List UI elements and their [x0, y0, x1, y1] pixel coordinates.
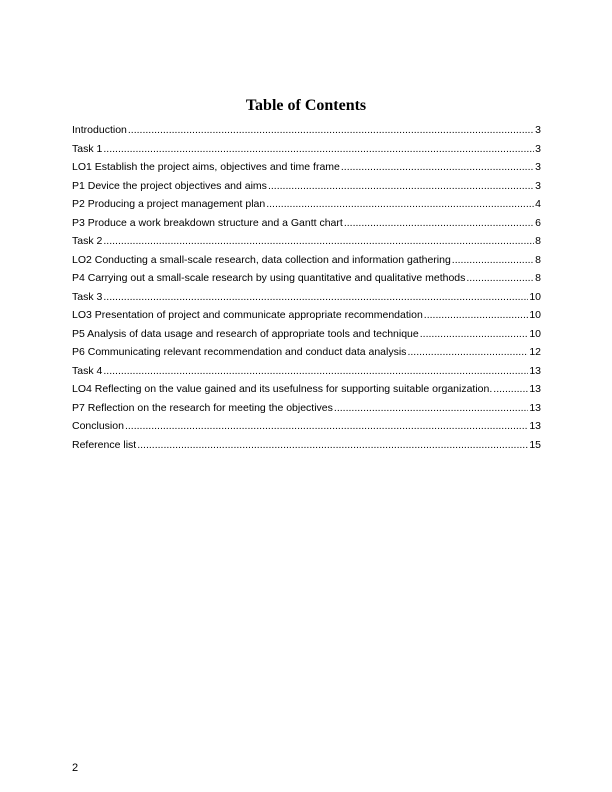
toc-title: Table of Contents — [245, 97, 367, 114]
toc-dot-leader — [103, 140, 534, 159]
toc-entry-page: 12 — [529, 346, 541, 358]
toc-entry[interactable] — [72, 232, 541, 251]
toc-entry-label: Task 1 — [72, 142, 103, 155]
toc-entry[interactable] — [72, 140, 541, 159]
toc-dot-leader — [452, 251, 534, 270]
toc-entry-page: 6 — [535, 216, 541, 229]
toc-entry-label: Conclusion — [72, 420, 124, 432]
toc-dot-leader — [407, 343, 528, 362]
toc-entry[interactable] — [72, 380, 541, 399]
toc-dot-leader — [103, 288, 528, 307]
toc-dot-leader — [268, 177, 534, 196]
toc-entry[interactable] — [72, 436, 541, 455]
toc-entry-label: Task 2 — [72, 235, 103, 247]
toc-entry-page: 8 — [535, 235, 541, 247]
toc-dot-leader — [334, 399, 528, 418]
toc-entry-page: 10 — [529, 327, 541, 340]
toc-entry-label: LO2 Conducting a small-scale research, data collection and information gathering — [72, 253, 451, 266]
toc-entry-label: P7 Reflection on the research for meeting the objectives — [72, 401, 333, 414]
toc-entry[interactable] — [72, 343, 541, 362]
toc-entry-label: Task 4 — [72, 364, 103, 377]
toc-entry-page: 3 — [535, 142, 541, 155]
toc-dot-leader — [420, 325, 529, 344]
toc-entry[interactable] — [72, 269, 541, 288]
toc-entry[interactable] — [72, 177, 541, 196]
toc-dot-leader — [103, 232, 534, 251]
toc-dot-leader — [125, 417, 528, 436]
toc-entry-label: LO1 Establish the project aims, objectives and time frame — [72, 161, 340, 173]
toc-entry-label: Task 3 — [72, 290, 103, 303]
toc-entry[interactable] — [72, 288, 541, 307]
toc-entry-label: P3 Produce a work breakdown structure and a Gantt chart — [72, 216, 343, 229]
toc-entry[interactable] — [72, 251, 541, 270]
toc-dot-leader — [103, 362, 528, 381]
page-number: 2 — [72, 762, 79, 774]
toc-entry-page: 13 — [529, 401, 541, 414]
toc-dot-leader — [466, 269, 534, 288]
toc-entry-page: 10 — [529, 290, 541, 303]
toc-dot-leader — [266, 195, 534, 214]
toc-dot-leader — [341, 158, 534, 177]
toc-dot-leader — [128, 121, 534, 140]
toc-entry-label: P4 Carrying out a small-scale research by using quantitative and qualitative methods — [72, 272, 466, 284]
toc-entry-page: 3 — [535, 161, 541, 173]
toc-entry[interactable] — [72, 325, 541, 344]
toc-entry-page: 8 — [535, 272, 541, 284]
toc-list — [72, 121, 541, 454]
toc-entry-page: 13 — [529, 364, 541, 377]
toc-dot-leader — [493, 380, 528, 399]
toc-entry[interactable] — [72, 195, 541, 214]
toc-entry-page: 3 — [535, 179, 541, 192]
toc-entry-page: 8 — [535, 253, 541, 266]
toc-entry-label: P6 Communicating relevant recommendation and conduct data analysis — [72, 346, 407, 358]
toc-entry-label: Reference list — [72, 438, 137, 451]
toc-dot-leader — [137, 436, 528, 455]
toc-entry[interactable] — [72, 399, 541, 418]
toc-entry-page: 13 — [529, 383, 541, 395]
toc-entry-page: 15 — [529, 438, 541, 451]
toc-entry-page: 13 — [529, 420, 541, 432]
toc-dot-leader — [424, 306, 529, 325]
toc-entry[interactable] — [72, 121, 541, 140]
toc-entry-label: P5 Analysis of data usage and research of appropriate tools and technique — [72, 327, 419, 340]
toc-entry[interactable] — [72, 417, 541, 436]
toc-dot-leader — [344, 214, 534, 233]
toc-entry[interactable] — [72, 158, 541, 177]
toc-entry-label: P1 Device the project objectives and aims — [72, 179, 267, 192]
toc-entry-page: 3 — [535, 124, 541, 136]
toc-entry[interactable] — [72, 362, 541, 381]
toc-entry-label: LO3 Presentation of project and communicate appropriate recommendation — [72, 309, 423, 321]
toc-entry[interactable] — [72, 306, 541, 325]
toc-entry[interactable] — [72, 214, 541, 233]
toc-entry-label: Introduction — [72, 124, 127, 136]
toc-entry-page: 4 — [535, 198, 541, 210]
toc-entry-label: LO4 Reflecting on the value gained and its usefulness for supporting suitable organization. — [72, 383, 493, 395]
toc-entry-page: 10 — [529, 309, 541, 321]
toc-entry-label: P2 Producing a project management plan — [72, 198, 266, 210]
